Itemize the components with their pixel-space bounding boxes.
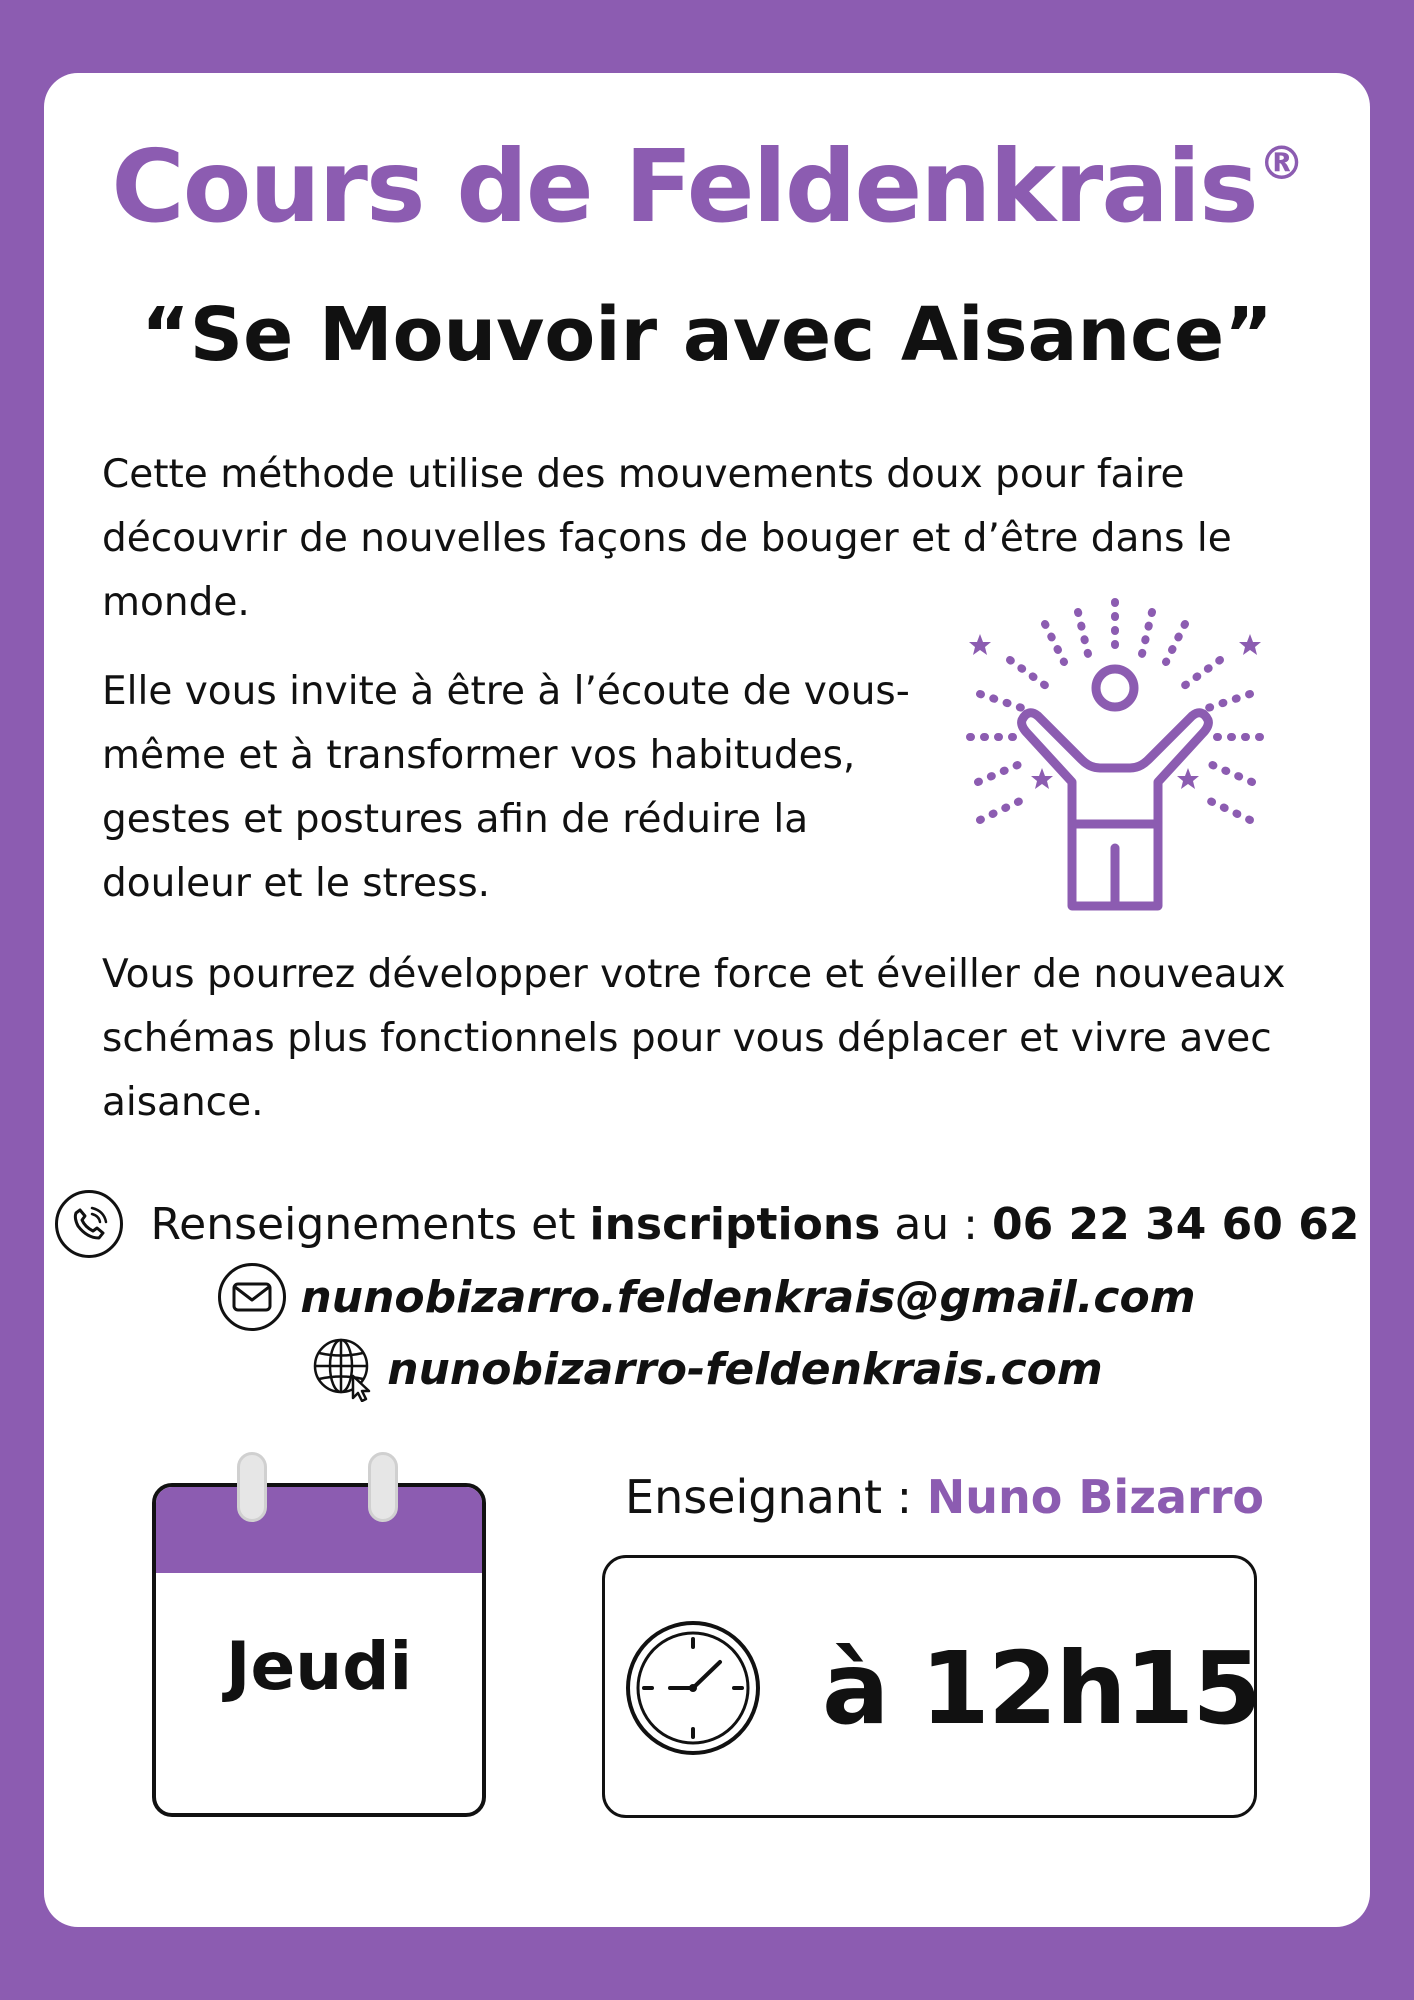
calendar-ring-left (237, 1452, 267, 1522)
contact-phone-line (0, 1190, 1414, 1258)
teacher-name: Nuno Bizarro (926, 1470, 1264, 1524)
registered-mark: ® (1258, 136, 1303, 190)
email-address[interactable]: nunobizarro.feldenkrais@gmail.com (300, 1271, 1196, 1323)
paragraph-benefits: Vous pourrez développer votre force et éveiller de nouveaux schémas plus fonctionnels pour vous déplacer et vivre avec aisance. (102, 952, 1286, 1125)
teacher-line (625, 1470, 1264, 1524)
info-suffix: au : (894, 1198, 978, 1250)
website-url[interactable]: nunobizarro-feldenkrais.com (387, 1343, 1103, 1395)
phone-icon (55, 1190, 123, 1258)
schedule-time: à 12h15 (822, 1630, 1260, 1747)
paragraph-intro: Cette méthode utilise des mouvements doux pour faire découvrir de nouvelles façons de bouger et d’être dans le monde. (102, 452, 1232, 625)
phone-number[interactable]: 06 22 34 60 62 (992, 1198, 1360, 1250)
paragraph-invitation: Elle vous invite à être à l’écoute de vous-même et à transformer vos habitudes, gestes et postures afin de réduire la douleur et le stress. (102, 669, 910, 906)
globe-cursor-icon (311, 1336, 377, 1402)
info-bold: inscriptions (589, 1198, 881, 1250)
contact-website-line (0, 1336, 1414, 1402)
calendar-header (156, 1487, 482, 1573)
joyful-person-icon (950, 592, 1280, 922)
contact-email-line (0, 1263, 1414, 1331)
poster-subtitle: “Se Mouvoir avec Aisance” (141, 292, 1273, 378)
teacher-label: Enseignant : (625, 1470, 913, 1524)
info-prefix: Renseignements et (150, 1198, 576, 1250)
schedule-day: Jeudi (225, 1628, 413, 1705)
clock-icon (624, 1619, 762, 1757)
mail-icon (218, 1263, 286, 1331)
calendar-ring-right (368, 1452, 398, 1522)
poster-title: Cours de Feldenkrais® (111, 128, 1303, 245)
